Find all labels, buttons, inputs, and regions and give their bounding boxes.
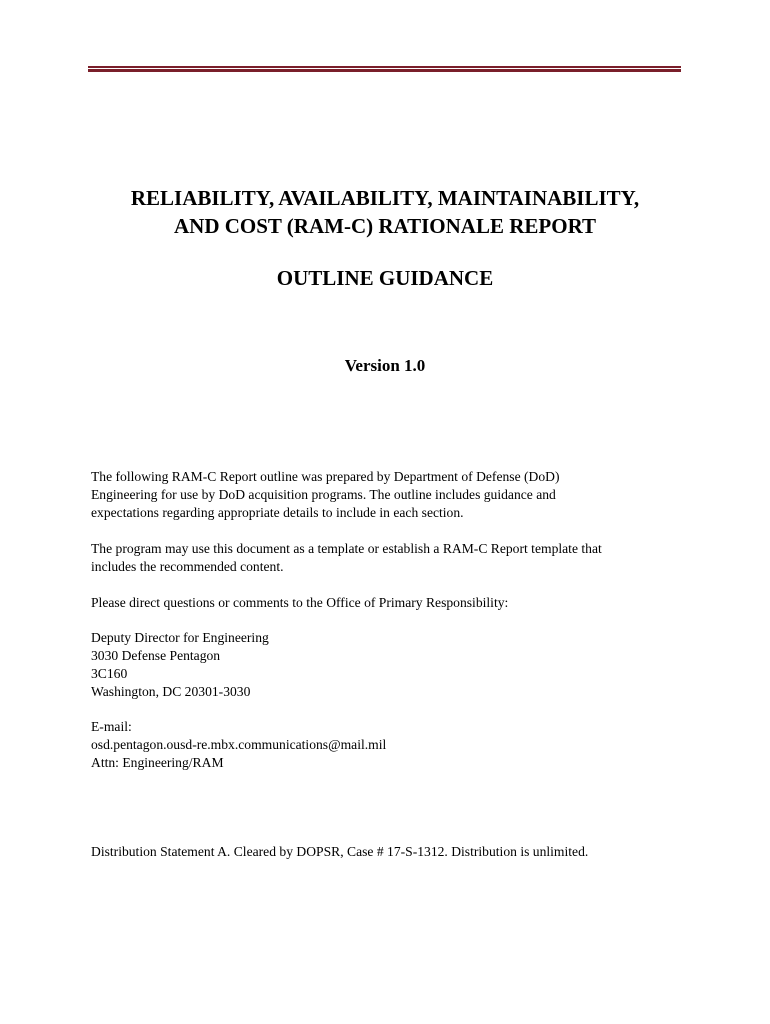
email-contact: E-mail: osd.pentagon.ousd-re.mbx.communications@mail.mil Attn: Engineering/RAM	[91, 719, 387, 770]
document-version: Version 1.0	[344, 356, 426, 375]
intro-paragraph: The following RAM-C Report outline was prepared by Department of Defense (DoD) Engineering for use by DoD acquisition programs. The outline includes guidance and expectations regarding appropriate details to include in each section.	[91, 469, 560, 520]
document-title	[0, 184, 770, 240]
contact-prompt: Please direct questions or comments to the Office of Primary Responsibility:	[91, 595, 509, 610]
mailing-address: Deputy Director for Engineering 3030 Defense Pentagon 3C160 Washington, DC 20301-3030	[91, 630, 269, 699]
title-line-2: AND COST (RAM-C) RATIONALE REPORT	[174, 214, 596, 238]
header-rule	[88, 66, 681, 72]
title-line-1: RELIABILITY, AVAILABILITY, MAINTAINABILITY,	[130, 186, 640, 210]
header-rule-gap	[88, 68, 681, 69]
document-subtitle: OUTLINE GUIDANCE	[276, 266, 494, 290]
distribution-statement: Distribution Statement A. Cleared by DOPSR, Case # 17-S-1312. Distribution is unlimited.	[91, 844, 589, 859]
template-paragraph: The program may use this document as a template or establish a RAM-C Report template that includes the recommended content.	[91, 541, 602, 574]
